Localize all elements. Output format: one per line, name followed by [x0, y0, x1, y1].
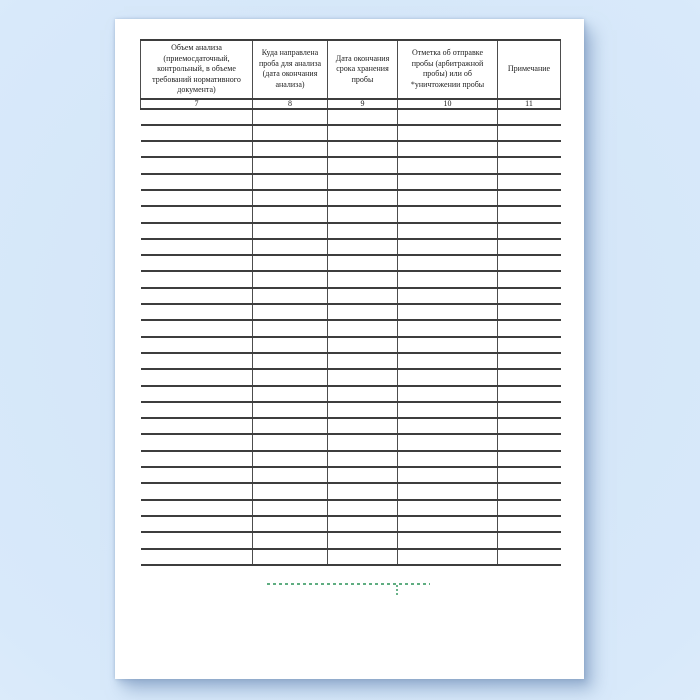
table-row [141, 157, 561, 173]
empty-cell [253, 271, 328, 287]
table-row [141, 141, 561, 157]
column-header-9: Дата окончания срока хранения пробы [328, 40, 398, 99]
table-row [141, 434, 561, 450]
column-number-10: 10 [398, 99, 498, 109]
table-row [141, 125, 561, 141]
empty-cell [498, 549, 561, 565]
empty-cell [253, 386, 328, 402]
empty-cell [498, 174, 561, 190]
empty-cell [498, 255, 561, 271]
empty-cell [398, 271, 498, 287]
empty-cell [328, 271, 398, 287]
empty-cell [398, 549, 498, 565]
table-row [141, 174, 561, 190]
column-number-11: 11 [498, 99, 561, 109]
empty-cell [398, 190, 498, 206]
empty-cell [398, 402, 498, 418]
empty-cell [398, 304, 498, 320]
empty-cell [498, 451, 561, 467]
table-row [141, 271, 561, 287]
table-row [141, 206, 561, 222]
empty-cell [141, 109, 253, 125]
empty-cell [141, 271, 253, 287]
empty-cell [253, 239, 328, 255]
empty-cell [398, 467, 498, 483]
empty-cell [141, 255, 253, 271]
empty-cell [498, 239, 561, 255]
empty-cell [328, 337, 398, 353]
empty-cell [141, 304, 253, 320]
empty-cell [398, 386, 498, 402]
empty-cell [498, 434, 561, 450]
empty-cell [498, 190, 561, 206]
column-header-11: Примечание [498, 40, 561, 99]
empty-cell [141, 157, 253, 173]
empty-cell [328, 190, 398, 206]
empty-cell [498, 402, 561, 418]
empty-cell [328, 418, 398, 434]
empty-cell [253, 125, 328, 141]
empty-cell [498, 337, 561, 353]
empty-cell [253, 434, 328, 450]
empty-cell [328, 320, 398, 336]
table-row [141, 304, 561, 320]
empty-cell [253, 337, 328, 353]
empty-cell [498, 304, 561, 320]
empty-cell [253, 451, 328, 467]
table-row [141, 353, 561, 369]
empty-cell [141, 125, 253, 141]
empty-cell [328, 109, 398, 125]
empty-cell [253, 174, 328, 190]
empty-cell [141, 451, 253, 467]
empty-cell [141, 418, 253, 434]
table-row [141, 223, 561, 239]
empty-cell [141, 434, 253, 450]
table-row [141, 402, 561, 418]
column-header-8: Куда направлена проба для анализа (дата окончания анализа) [253, 40, 328, 99]
empty-cell [253, 402, 328, 418]
empty-cell [328, 402, 398, 418]
empty-cell [328, 206, 398, 222]
empty-cell [141, 386, 253, 402]
empty-cell [398, 353, 498, 369]
empty-cell [253, 190, 328, 206]
empty-cell [141, 516, 253, 532]
empty-cell [253, 206, 328, 222]
column-number-row [141, 99, 561, 109]
empty-cell [498, 467, 561, 483]
empty-cell [498, 109, 561, 125]
empty-cell [398, 516, 498, 532]
empty-cell [253, 255, 328, 271]
empty-cell [141, 239, 253, 255]
empty-cell [328, 500, 398, 516]
empty-cell [398, 157, 498, 173]
empty-cell [328, 125, 398, 141]
watermark-dotted-line [267, 583, 430, 585]
table-row [141, 386, 561, 402]
empty-cell [328, 369, 398, 385]
empty-cell [253, 483, 328, 499]
empty-cell [328, 483, 398, 499]
empty-cell [398, 223, 498, 239]
empty-cell [328, 516, 398, 532]
empty-cell [498, 288, 561, 304]
empty-cell [328, 239, 398, 255]
empty-cell [141, 190, 253, 206]
table-row [141, 109, 561, 125]
empty-cell [253, 500, 328, 516]
table-row [141, 483, 561, 499]
empty-cell [328, 434, 398, 450]
empty-cell [328, 157, 398, 173]
empty-cell [328, 141, 398, 157]
column-header-10: Отметка об отправке пробы (арбитражной пробы) или об *уничтожении пробы [398, 40, 498, 99]
empty-cell [498, 483, 561, 499]
table-header-row [141, 40, 561, 99]
empty-cell [398, 239, 498, 255]
empty-cell [141, 288, 253, 304]
empty-cell [328, 255, 398, 271]
empty-cell [141, 353, 253, 369]
empty-cell [398, 320, 498, 336]
column-number-7: 7 [141, 99, 253, 109]
watermark-dotted-tick [396, 585, 398, 597]
empty-cell [141, 483, 253, 499]
empty-cell [498, 386, 561, 402]
table-row [141, 337, 561, 353]
empty-cell [498, 532, 561, 548]
empty-cell [253, 157, 328, 173]
empty-cell [141, 320, 253, 336]
table-row [141, 239, 561, 255]
empty-cell [498, 516, 561, 532]
empty-cell [328, 304, 398, 320]
empty-cell [253, 549, 328, 565]
empty-cell [498, 353, 561, 369]
empty-cell [253, 418, 328, 434]
empty-cell [398, 451, 498, 467]
empty-cell [141, 223, 253, 239]
empty-cell [498, 500, 561, 516]
empty-cell [141, 549, 253, 565]
column-header-7: Объем анализа (приемосдаточный, контрольный, в объеме требований нормативного документа) [141, 40, 253, 99]
empty-cell [328, 467, 398, 483]
empty-cell [253, 304, 328, 320]
empty-cell [498, 157, 561, 173]
empty-cell [141, 206, 253, 222]
empty-cell [498, 369, 561, 385]
empty-cell [398, 141, 498, 157]
table-row [141, 190, 561, 206]
empty-cell [398, 532, 498, 548]
empty-cell [141, 467, 253, 483]
empty-cell [328, 451, 398, 467]
empty-cell [141, 141, 253, 157]
empty-cell [398, 337, 498, 353]
empty-cell [498, 320, 561, 336]
empty-cell [328, 386, 398, 402]
analysis-log-table [140, 39, 561, 566]
empty-cell [398, 418, 498, 434]
empty-cell [141, 532, 253, 548]
document-page [115, 19, 584, 679]
empty-cell [498, 418, 561, 434]
table-row [141, 418, 561, 434]
empty-cell [141, 500, 253, 516]
table-row [141, 288, 561, 304]
table-row [141, 516, 561, 532]
empty-cell [498, 223, 561, 239]
empty-cell [398, 255, 498, 271]
empty-cell [398, 174, 498, 190]
column-number-8: 8 [253, 99, 328, 109]
empty-cell [328, 288, 398, 304]
empty-cell [398, 434, 498, 450]
empty-cell [253, 516, 328, 532]
empty-cell [498, 125, 561, 141]
table-head [141, 40, 561, 109]
empty-cell [328, 353, 398, 369]
empty-cell [253, 467, 328, 483]
empty-cell [253, 141, 328, 157]
table-row [141, 320, 561, 336]
empty-cell [398, 483, 498, 499]
empty-cell [328, 532, 398, 548]
empty-cell [253, 320, 328, 336]
empty-cell [398, 109, 498, 125]
empty-cell [498, 271, 561, 287]
table-row [141, 369, 561, 385]
table-row [141, 532, 561, 548]
empty-cell [398, 500, 498, 516]
table-row [141, 451, 561, 467]
empty-cell [498, 206, 561, 222]
empty-cell [253, 369, 328, 385]
empty-cell [141, 402, 253, 418]
table-row [141, 549, 561, 565]
empty-cell [328, 174, 398, 190]
table-body [141, 109, 561, 565]
table-row [141, 500, 561, 516]
empty-cell [253, 532, 328, 548]
empty-cell [498, 141, 561, 157]
empty-cell [398, 125, 498, 141]
empty-cell [253, 353, 328, 369]
empty-cell [328, 223, 398, 239]
empty-cell [398, 369, 498, 385]
empty-cell [141, 337, 253, 353]
empty-cell [253, 109, 328, 125]
empty-cell [253, 223, 328, 239]
empty-cell [253, 288, 328, 304]
empty-cell [141, 174, 253, 190]
table-row [141, 467, 561, 483]
empty-cell [398, 206, 498, 222]
column-number-9: 9 [328, 99, 398, 109]
empty-cell [141, 369, 253, 385]
empty-cell [328, 549, 398, 565]
table-row [141, 255, 561, 271]
empty-cell [398, 288, 498, 304]
